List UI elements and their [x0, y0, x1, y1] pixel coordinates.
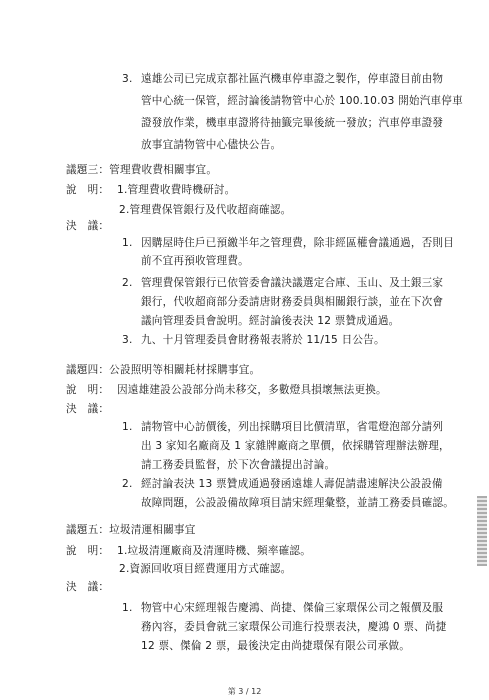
agenda3-res3-line-1: 九、十月管理委員會財務報表將於 11/15 日公告。: [141, 334, 385, 346]
agenda5-explain-label: 說 明：: [66, 545, 110, 557]
agenda5-explain-2: 2.資源回收項目經費運用方式確認。: [119, 563, 292, 575]
agenda3-explain-2: 2.管理費保管銀行及代收超商確認。: [119, 204, 292, 216]
agenda4-res1-line-1: 請物管中心訪價後，列出採購項目比價清單，省電燈泡部分請列: [141, 421, 444, 433]
agenda3-res3-number: 3.: [122, 334, 133, 346]
agenda4-res1-line-2: 出 3 家知名廠商及 1 家雜牌廠商之單價，依採購管理辦法辦理，: [141, 440, 450, 452]
item3-number: 3.: [122, 73, 133, 85]
agenda3-res1-number: 1.: [122, 237, 133, 249]
agenda3-explain-label: 說 明：: [66, 184, 110, 196]
item3-line-2: 管中心統一保管，經討論後請物管中心於 100.10.03 開始汽車停車: [141, 95, 463, 107]
agenda4-res2-line-2: 故障問題，公設設備故障項目請宋經理彙整，並請工務委員確認。: [141, 497, 455, 509]
agenda3-res1-line-2: 前不宜再預收管理費。: [141, 255, 249, 267]
item3-line-4: 放事宜請物管中心儘快公告。: [141, 139, 282, 151]
agenda3-res1-line-1: 因購屋時住戶已預繳半年之管理費，除非經區權會議通過，否則目: [141, 237, 455, 249]
agenda5-resolution-label: 決 議：: [66, 581, 110, 593]
item3-line-1: 遠雄公司已完成京都社區汽機車停車證之製作，停車證目前由物: [141, 73, 444, 85]
agenda3-res2-line-3: 議向管理委員會說明。經討論後表決 12 票贊成通過。: [141, 315, 400, 327]
agenda3-res2-number: 2.: [122, 277, 133, 289]
agenda4-res2-number: 2.: [122, 478, 133, 490]
agenda4-res1-number: 1.: [122, 421, 133, 433]
agenda5-explain-1: 1.垃圾清運廠商及清運時機、頻率確認。: [117, 545, 311, 557]
agenda5-res1-line-1: 物管中心宋經理報告慶鴻、尚捷、傑倫三家環保公司之報價及服: [141, 602, 444, 614]
agenda3-explain-1: 1.管理費收費時機研討。: [117, 184, 236, 196]
agenda4-resolution-label: 決 議：: [66, 403, 110, 415]
agenda4-explain-1: 因遠雄建設公設部分尚未移交，多數燈具損壞無法更換。: [117, 384, 387, 396]
binding-stamp-mark: [477, 496, 487, 566]
agenda4-explain-label: 說 明：: [66, 384, 110, 396]
agenda4-res1-line-3: 請工務委員監督，於下次會議提出討論。: [141, 459, 336, 471]
page-number: 第 3 / 12: [227, 687, 262, 696]
item3-line-3: 證發放作業，機車車證將待抽籤完畢後統一發放；汽車停車證發: [141, 117, 444, 129]
agenda5-res1-line-2: 務內容，委員會就三家環保公司進行投票表決，慶鴻 0 票、尚捷: [141, 621, 447, 633]
agenda3-res2-line-1: 管理費保管銀行已依管委會議決議選定合庫、玉山、及土銀三家: [141, 277, 444, 289]
agenda5-res1-number: 1.: [122, 602, 133, 614]
agenda5-title: 議題五：垃圾清運相關事宜: [66, 524, 196, 536]
agenda3-res2-line-2: 銀行，代收超商部分委請唐財務委員與相關銀行談，並在下次會: [141, 296, 444, 308]
agenda3-title: 議題三：管理費收費相關事宜。: [66, 164, 218, 176]
agenda5-res1-line-3: 12 票、傑倫 2 票，最後決定由尚捷環保有限公司承做。: [141, 640, 410, 652]
agenda4-res2-line-1: 經討論表決 13 票贊成通過發函遠雄人壽促請盡速解決公設設備: [141, 478, 443, 490]
agenda4-title: 議題四：公設照明等相關耗材採購事宜。: [66, 364, 261, 376]
agenda3-resolution-label: 決 議：: [66, 220, 110, 232]
